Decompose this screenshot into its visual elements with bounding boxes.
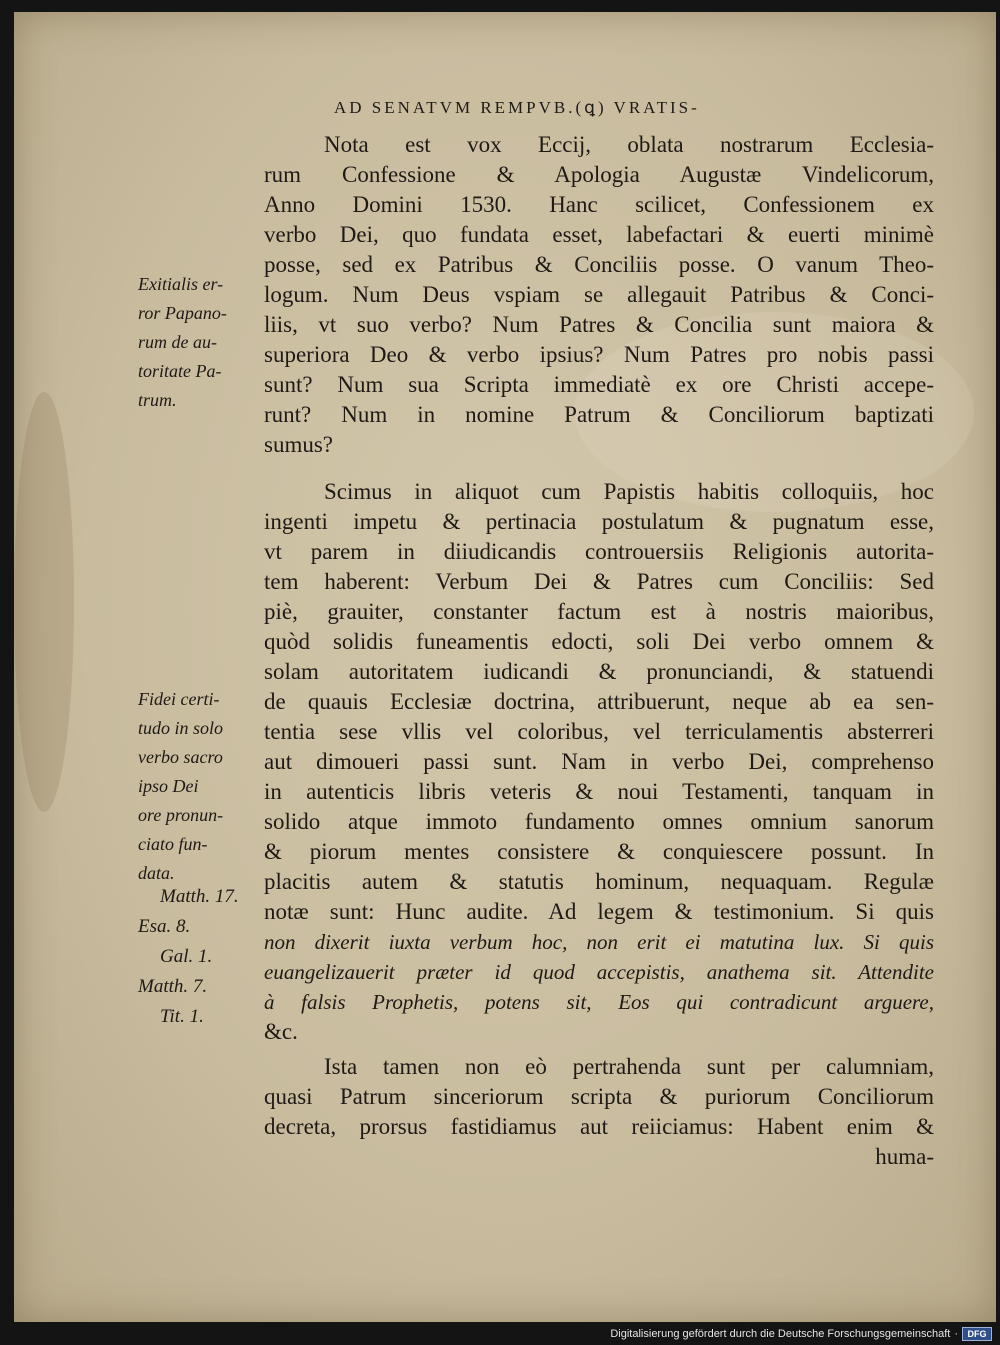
text-line: de quauis Ecclesiæ doctrina, attribuerunt, neque ab ea sen-: [264, 689, 934, 714]
paragraph-2: [264, 477, 934, 1047]
text-line: tem haberent: Verbum Dei & Patres cum Conciliis: Sed: [264, 569, 934, 594]
text-line: solam autoritatem iudicandi & pronunciandi, & statuendi: [264, 659, 934, 684]
margin-line: trum.: [138, 390, 177, 410]
text-line: Anno Domini 1530. Hanc scilicet, Confessionem ex: [264, 192, 934, 217]
text-line: logum. Num Deus vspiam se allegauit Patribus & Conci-: [264, 282, 934, 307]
margin-line: Exitialis er-: [138, 274, 224, 294]
scripture-ref: Esa. 8.: [138, 916, 191, 937]
text-line: vt parem in diiudicandis controuersiis Religionis autorita-: [264, 539, 934, 564]
text-line: Scimus in aliquot cum Papistis habitis colloquiis, hoc: [324, 479, 934, 504]
margin-line: ore pronun-: [138, 805, 224, 825]
margin-line: Fidei certi-: [138, 689, 220, 709]
margin-note-1: [138, 270, 263, 415]
scripture-ref: Gal. 1.: [160, 946, 213, 967]
text-line: & piorum mentes consistere & conquiescere possunt. In: [264, 839, 934, 864]
text-line: sunt? Num sua Scripta immediatè ex ore Christi accepe-: [264, 372, 934, 397]
text-line: quasi Patrum sinceriorum scripta & puriorum Conciliorum: [264, 1084, 934, 1109]
scripture-references: [138, 882, 263, 1032]
margin-line: rum de au-: [138, 332, 217, 352]
text-line: solido atque immoto fundamento omnes omnium sanorum: [264, 809, 934, 834]
paragraph-3: [264, 1052, 934, 1172]
text-line: in autenticis libris veteris & noui Testamenti, tanquam in: [264, 779, 934, 804]
margin-line: verbo sacro: [138, 747, 223, 767]
scripture-ref: Tit. 1.: [160, 1006, 204, 1027]
margin-line: ror Papano-: [138, 303, 227, 323]
running-title: AD SENATVM REMPVB.(ꝗ) VRATIS-: [334, 98, 700, 117]
margin-line: toritate Pa-: [138, 361, 222, 381]
catchword: huma-: [875, 1144, 934, 1169]
text-line-italic: non dixerit iuxta verbum hoc, non erit ei matutina lux. Si quis: [264, 930, 934, 954]
margin-line: ipso Dei: [138, 776, 199, 796]
scripture-ref: Matth. 17.: [160, 886, 239, 907]
margin-line: data.: [138, 863, 175, 883]
text-line: decreta, prorsus fastidiamus aut reiiciamus: Habent enim &: [264, 1114, 934, 1139]
text-line: verbo Dei, quo fundata esset, labefactari & euerti minimè: [264, 222, 934, 247]
scripture-ref: Matth. 7.: [138, 976, 208, 997]
digitization-credit: Digitalisierung gefördert durch die Deutsche Forschungsgemeinschaft · DFG: [610, 1326, 992, 1342]
paragraph-1: [264, 130, 934, 460]
margin-note-2: [138, 685, 263, 888]
text-line: Ista tamen non eò pertrahenda sunt per calumniam,: [324, 1054, 934, 1079]
text-line: piè, grauiter, constanter factum est à nostris maioribus,: [264, 599, 934, 624]
text-line: runt? Num in nomine Patrum & Conciliorum baptizati: [264, 402, 934, 427]
margin-line: tudo in solo: [138, 718, 224, 738]
text-line: rum Confessione & Apologia Augustæ Vindelicorum,: [264, 162, 934, 187]
text-line: aut dimoueri passi sunt. Nam in verbo Dei, comprehenso: [264, 749, 934, 774]
text-line: ingenti impetu & pertinacia postulatum & pugnatum esse,: [264, 509, 934, 534]
credit-text: Digitalisierung gefördert durch die Deutsche Forschungsgemeinschaft: [610, 1328, 951, 1340]
text-line: quòd solidis funeamentis edocti, soli Dei verbo omnem &: [264, 629, 934, 654]
paper-stain: [14, 392, 74, 812]
text-line: liis, vt suo verbo? Num Patres & Concilia sunt maiora &: [264, 312, 934, 337]
margin-line: ciato fun-: [138, 834, 208, 854]
text-line: superiora Deo & verbo ipsius? Num Patres pro nobis passi: [264, 342, 934, 367]
text-line-italic: à falsis Prophetis, potens sit, Eos qui contradicunt arguere,: [264, 990, 934, 1014]
text-line-italic: euangelizauerit præter id quod accepistis, anathema sit. Attendite: [264, 960, 934, 984]
text-line: Nota est vox Eccij, oblata nostrarum Ecclesia-: [324, 132, 934, 157]
dfg-logo-icon[interactable]: DFG: [962, 1327, 992, 1341]
text-line: sumus?: [264, 432, 333, 457]
scanned-page: [14, 12, 996, 1322]
text-line: tentia sese vllis vel coloribus, vel terriculamentis absterreri: [264, 719, 934, 744]
text-line: notæ sunt: Hunc audite. Ad legem & testimonium. Si quis: [264, 899, 934, 924]
text-line: placitis autem & statutis hominum, nequaquam. Regulæ: [264, 869, 934, 894]
text-line: &c.: [264, 1019, 298, 1044]
text-line: posse, sed ex Patribus & Conciliis posse. O vanum Theo-: [264, 252, 934, 277]
